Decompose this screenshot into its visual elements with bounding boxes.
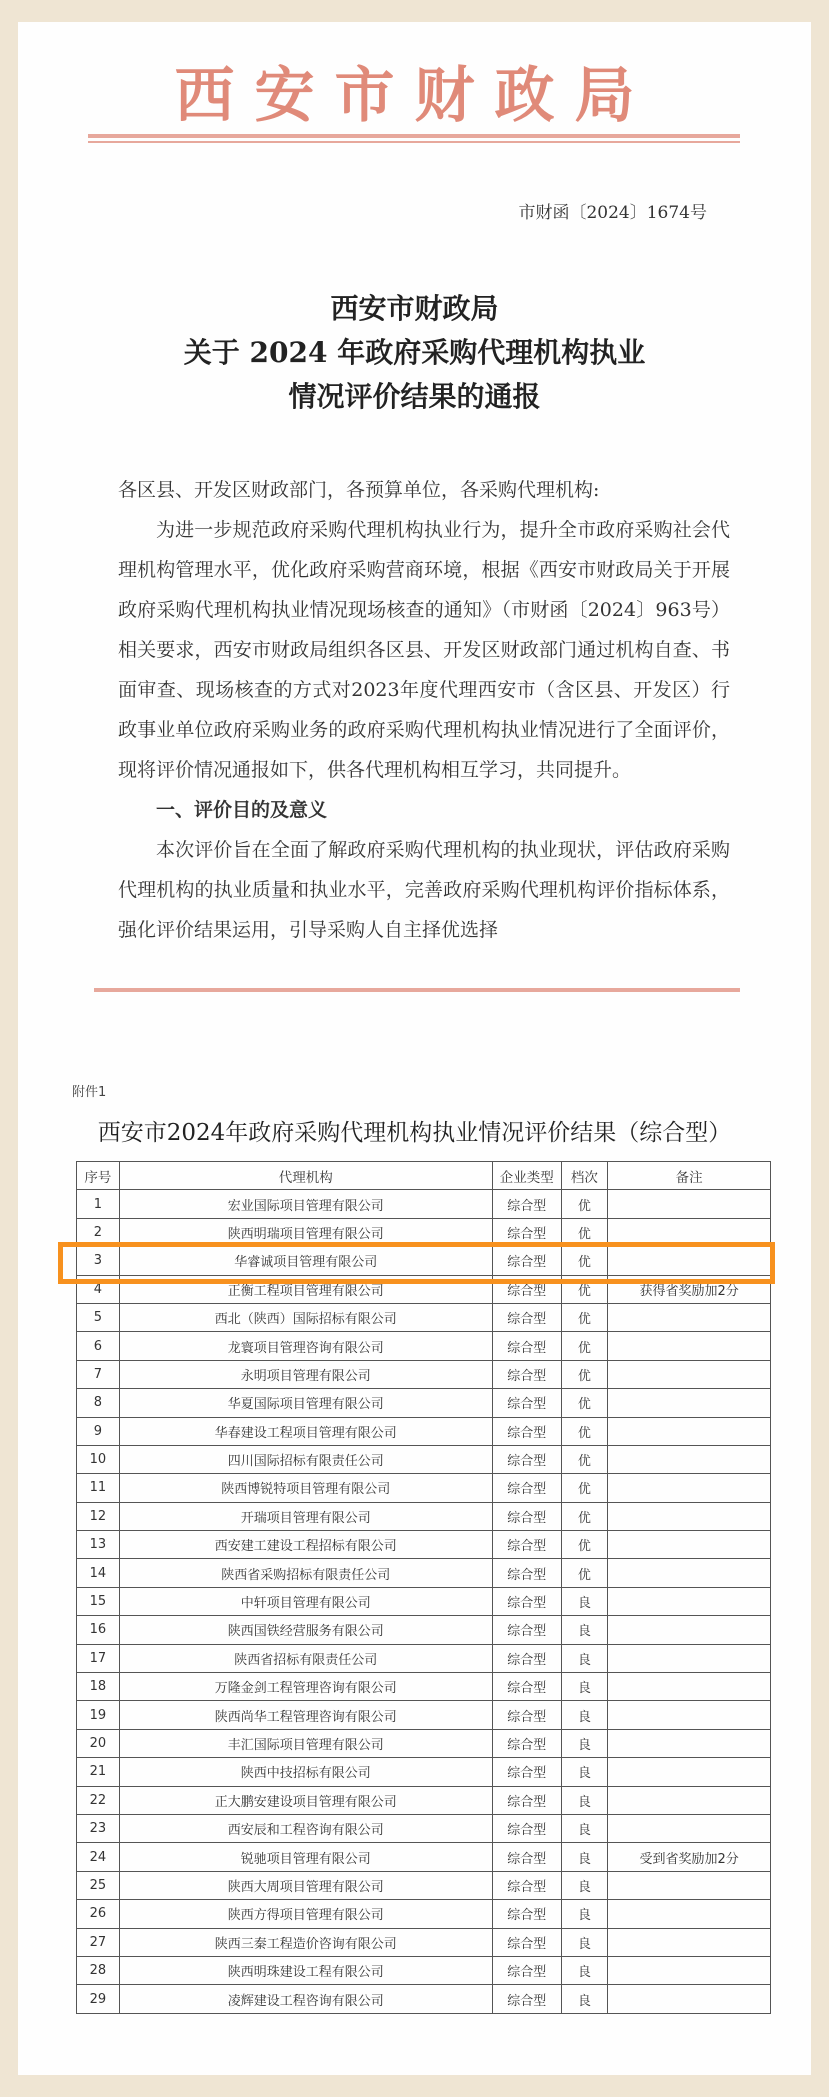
masthead-title: 西安市财政局 — [174, 61, 655, 131]
grade: 优 — [561, 1218, 608, 1246]
agency-name: 凌辉建设工程咨询有限公司 — [119, 1985, 492, 2013]
masthead-rule-top — [88, 134, 740, 138]
enterprise-type: 综合型 — [492, 1275, 561, 1303]
row-number: 8 — [77, 1389, 120, 1417]
header-cell: 企业类型 — [492, 1162, 561, 1190]
remark — [608, 1900, 771, 1928]
grade: 优 — [561, 1275, 608, 1303]
row-number: 14 — [77, 1559, 120, 1587]
grade: 优 — [561, 1303, 608, 1331]
table-row — [77, 1531, 771, 1559]
agency-name: 华睿诚项目管理有限公司 — [119, 1247, 492, 1275]
agency-name: 陕西尚华工程管理咨询有限公司 — [119, 1701, 492, 1729]
grade: 良 — [561, 1786, 608, 1814]
section-heading: 一、评价目的及意义 — [156, 799, 328, 821]
remark — [608, 1814, 771, 1842]
remark — [608, 1786, 771, 1814]
enterprise-type: 综合型 — [492, 1871, 561, 1899]
row-number: 1 — [77, 1190, 120, 1218]
remark — [608, 1303, 771, 1331]
row-number: 18 — [77, 1673, 120, 1701]
table-row — [77, 1332, 771, 1360]
grade: 优 — [561, 1389, 608, 1417]
agency-name: 陕西中技招标有限公司 — [119, 1758, 492, 1786]
agency-name: 陕西省采购招标有限责任公司 — [119, 1559, 492, 1587]
remark — [608, 1758, 771, 1786]
row-number: 22 — [77, 1786, 120, 1814]
remark — [608, 1389, 771, 1417]
enterprise-type: 综合型 — [492, 1843, 561, 1871]
row-number: 10 — [77, 1445, 120, 1473]
grade: 良 — [561, 1587, 608, 1615]
remark — [608, 1985, 771, 2013]
row-number: 6 — [77, 1332, 120, 1360]
document-number: 市财函〔2024〕1674号 — [518, 203, 707, 223]
agency-name: 陕西明瑞项目管理有限公司 — [119, 1218, 492, 1246]
agency-name: 陕西博锐特项目管理有限公司 — [119, 1474, 492, 1502]
row-number: 4 — [77, 1275, 120, 1303]
remark — [608, 1871, 771, 1899]
enterprise-type: 综合型 — [492, 1360, 561, 1388]
paragraph: 本次评价旨在全面了解政府采购代理机构的执业现状，评估政府采购代理机构的执业质量和执业水平，完善政府采购代理机构评价指标体系，强化评价结果运用，引导采购人自主择优选择 — [118, 839, 730, 941]
enterprise-type: 综合型 — [492, 1644, 561, 1672]
agency-name: 华夏国际项目管理有限公司 — [119, 1389, 492, 1417]
table-row — [77, 1900, 771, 1928]
row-number: 27 — [77, 1928, 120, 1956]
table-row — [77, 1701, 771, 1729]
row-number: 5 — [77, 1303, 120, 1331]
grade: 良 — [561, 1616, 608, 1644]
grade: 良 — [561, 1673, 608, 1701]
enterprise-type: 综合型 — [492, 1190, 561, 1218]
row-number: 26 — [77, 1900, 120, 1928]
agency-name: 西安建工建设工程招标有限公司 — [119, 1531, 492, 1559]
agency-name: 龙寰项目管理咨询有限公司 — [119, 1332, 492, 1360]
row-number: 11 — [77, 1474, 120, 1502]
table-row — [77, 1303, 771, 1331]
agency-name: 锐驰项目管理有限公司 — [119, 1843, 492, 1871]
row-number: 16 — [77, 1616, 120, 1644]
remark — [608, 1445, 771, 1473]
row-number: 25 — [77, 1871, 120, 1899]
agency-name: 陕西国铁经营服务有限公司 — [119, 1616, 492, 1644]
enterprise-type: 综合型 — [492, 1531, 561, 1559]
enterprise-type: 综合型 — [492, 1247, 561, 1275]
grade: 优 — [561, 1531, 608, 1559]
enterprise-type: 综合型 — [492, 1587, 561, 1615]
salutation: 各区县、开发区财政部门，各预算单位，各采购代理机构: — [118, 479, 600, 501]
table-row — [77, 1445, 771, 1473]
remark — [608, 1502, 771, 1530]
row-number: 9 — [77, 1417, 120, 1445]
enterprise-type: 综合型 — [492, 1389, 561, 1417]
row-number: 29 — [77, 1985, 120, 2013]
enterprise-type: 综合型 — [492, 1786, 561, 1814]
grade: 优 — [561, 1332, 608, 1360]
enterprise-type: 综合型 — [492, 1928, 561, 1956]
remark — [608, 1644, 771, 1672]
table-row — [77, 1474, 771, 1502]
remark — [608, 1190, 771, 1218]
table-row — [77, 1587, 771, 1615]
title-line: 情况评价结果的通报 — [288, 380, 541, 413]
agency-name: 万隆金剑工程管理咨询有限公司 — [119, 1673, 492, 1701]
agency-name: 丰汇国际项目管理有限公司 — [119, 1729, 492, 1757]
table-row — [77, 1814, 771, 1842]
table-title: 西安市2024年政府采购代理机构执业情况评价结果（综合型） — [97, 1120, 732, 1146]
enterprise-type: 综合型 — [492, 1474, 561, 1502]
table-row — [77, 1843, 771, 1871]
agency-name: 陕西方得项目管理有限公司 — [119, 1900, 492, 1928]
agency-name: 四川国际招标有限责任公司 — [119, 1445, 492, 1473]
row-number: 28 — [77, 1956, 120, 1984]
enterprise-type: 综合型 — [492, 1559, 561, 1587]
masthead-rule-bottom — [88, 141, 740, 143]
notice-title — [18, 287, 811, 419]
table-row — [77, 1729, 771, 1757]
row-number: 19 — [77, 1701, 120, 1729]
remark — [608, 1360, 771, 1388]
page-divider — [94, 988, 740, 992]
row-number: 2 — [77, 1218, 120, 1246]
agency-name: 正大鹏安建设项目管理有限公司 — [119, 1786, 492, 1814]
remark: 受到省奖励加2分 — [608, 1843, 771, 1871]
grade: 优 — [561, 1417, 608, 1445]
row-number: 17 — [77, 1644, 120, 1672]
enterprise-type: 综合型 — [492, 1445, 561, 1473]
remark — [608, 1332, 771, 1360]
notice-body — [118, 470, 730, 950]
table-row — [77, 1190, 771, 1218]
grade: 良 — [561, 1900, 608, 1928]
grade: 良 — [561, 1871, 608, 1899]
results-table — [76, 1161, 771, 2014]
remark — [608, 1474, 771, 1502]
grade: 优 — [561, 1502, 608, 1530]
enterprise-type: 综合型 — [492, 1900, 561, 1928]
grade: 优 — [561, 1559, 608, 1587]
table-row — [77, 1559, 771, 1587]
agency-name: 宏业国际项目管理有限公司 — [119, 1190, 492, 1218]
title-line: 西安市财政局 — [330, 292, 499, 325]
table-row — [77, 1644, 771, 1672]
table-row — [77, 1758, 771, 1786]
table-row — [77, 1502, 771, 1530]
grade: 良 — [561, 1843, 608, 1871]
grade: 良 — [561, 1644, 608, 1672]
table-row — [77, 1871, 771, 1899]
attachment-label: 附件1 — [72, 1085, 107, 1100]
agency-name: 陕西大周项目管理有限公司 — [119, 1871, 492, 1899]
table-row — [77, 1417, 771, 1445]
title-line: 关于 2024 年政府采购代理机构执业 — [183, 336, 646, 369]
grade: 优 — [561, 1247, 608, 1275]
row-number: 24 — [77, 1843, 120, 1871]
enterprise-type: 综合型 — [492, 1616, 561, 1644]
table-header-row — [77, 1162, 771, 1190]
agency-name: 正衡工程项目管理有限公司 — [119, 1275, 492, 1303]
row-number: 7 — [77, 1360, 120, 1388]
highlight-box — [58, 1242, 775, 1284]
table-row — [77, 1673, 771, 1701]
remark — [608, 1729, 771, 1757]
table-row — [77, 1389, 771, 1417]
header-cell: 序号 — [77, 1162, 120, 1190]
agency-name: 永明项目管理有限公司 — [119, 1360, 492, 1388]
grade: 良 — [561, 1729, 608, 1757]
enterprise-type: 综合型 — [492, 1303, 561, 1331]
table-row — [77, 1616, 771, 1644]
agency-name: 中轩项目管理有限公司 — [119, 1587, 492, 1615]
grade: 良 — [561, 1701, 608, 1729]
header-cell: 档次 — [561, 1162, 608, 1190]
agency-name: 开瑞项目管理有限公司 — [119, 1502, 492, 1530]
grade: 优 — [561, 1190, 608, 1218]
grade: 良 — [561, 1956, 608, 1984]
remark — [608, 1956, 771, 1984]
enterprise-type: 综合型 — [492, 1985, 561, 2013]
enterprise-type: 综合型 — [492, 1673, 561, 1701]
remark — [608, 1531, 771, 1559]
agency-name: 华春建设工程项目管理有限公司 — [119, 1417, 492, 1445]
header-cell: 代理机构 — [119, 1162, 492, 1190]
grade: 优 — [561, 1445, 608, 1473]
remark — [608, 1701, 771, 1729]
table-row — [77, 1928, 771, 1956]
grade: 良 — [561, 1758, 608, 1786]
enterprise-type: 综合型 — [492, 1701, 561, 1729]
table-row — [77, 1360, 771, 1388]
grade: 良 — [561, 1928, 608, 1956]
remark — [608, 1673, 771, 1701]
row-number: 12 — [77, 1502, 120, 1530]
grade: 良 — [561, 1985, 608, 2013]
enterprise-type: 综合型 — [492, 1729, 561, 1757]
row-number: 21 — [77, 1758, 120, 1786]
row-number: 3 — [77, 1247, 120, 1275]
table-row — [77, 1786, 771, 1814]
enterprise-type: 综合型 — [492, 1502, 561, 1530]
row-number: 20 — [77, 1729, 120, 1757]
grade: 优 — [561, 1360, 608, 1388]
row-number: 13 — [77, 1531, 120, 1559]
grade: 优 — [561, 1474, 608, 1502]
remark — [608, 1417, 771, 1445]
remark — [608, 1616, 771, 1644]
header-cell: 备注 — [608, 1162, 771, 1190]
enterprise-type: 综合型 — [492, 1814, 561, 1842]
enterprise-type: 综合型 — [492, 1218, 561, 1246]
remark — [608, 1587, 771, 1615]
row-number: 23 — [77, 1814, 120, 1842]
enterprise-type: 综合型 — [492, 1758, 561, 1786]
remark — [608, 1928, 771, 1956]
agency-name: 西安辰和工程咨询有限公司 — [119, 1814, 492, 1842]
enterprise-type: 综合型 — [492, 1417, 561, 1445]
agency-name: 西北（陕西）国际招标有限公司 — [119, 1303, 492, 1331]
remark — [608, 1559, 771, 1587]
table-row — [77, 1956, 771, 1984]
table-body — [77, 1190, 771, 2013]
agency-name: 陕西明珠建设工程有限公司 — [119, 1956, 492, 1984]
agency-name: 陕西省招标有限责任公司 — [119, 1644, 492, 1672]
remark: 获得省奖励加2分 — [608, 1275, 771, 1303]
table-row — [77, 1985, 771, 2013]
enterprise-type: 综合型 — [492, 1332, 561, 1360]
paragraph: 为进一步规范政府采购代理机构执业行为，提升全市政府采购社会代理机构管理水平，优化政府采购营商环境，根据《西安市财政局关于开展政府采购代理机构执业情况现场核查的通知》（市财函〔2024〕963号）相关要求，西安市财政局组织各区县、开发区财政部门通过机构自查、书面审查、现场核查的方式对2023年度代理西安市（含区县、开发区）行政事业单位政府采购业务的政府采购代理机构执业情况进行了全面评价，现将评价情况通报如下，供各代理机构相互学习，共同提升。 — [118, 519, 730, 781]
enterprise-type: 综合型 — [492, 1956, 561, 1984]
grade: 良 — [561, 1814, 608, 1842]
row-number: 15 — [77, 1587, 120, 1615]
agency-name: 陕西三秦工程造价咨询有限公司 — [119, 1928, 492, 1956]
